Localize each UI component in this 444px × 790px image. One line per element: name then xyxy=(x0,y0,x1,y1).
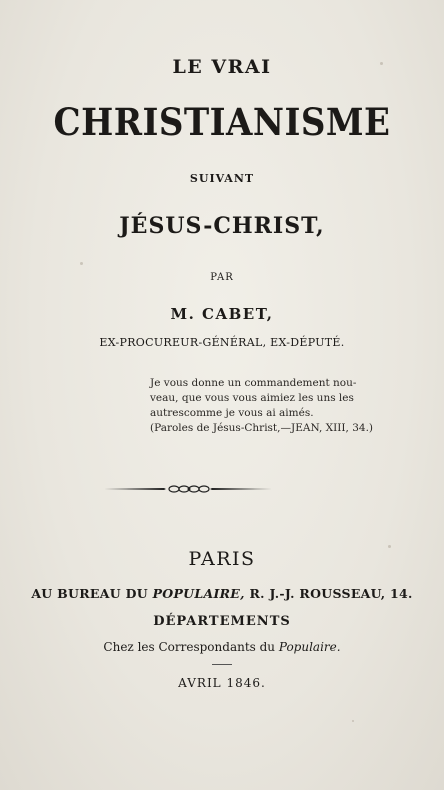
publisher-line xyxy=(0,586,444,601)
short-rule xyxy=(212,664,232,665)
publication-date: AVRIL 1846. xyxy=(178,676,266,690)
subtitle-jesus-christ: JÉSUS-CHRIST, xyxy=(119,213,325,239)
foxing-spot xyxy=(388,545,391,548)
author-name: M. CABET, xyxy=(170,305,274,323)
correspondants-journal: Populaire. xyxy=(278,640,341,654)
departements-label: DÉPARTEMENTS xyxy=(153,614,291,629)
correspondants-prefix: Chez les Correspondants du xyxy=(103,640,276,654)
author-titles: EX-PROCUREUR-GÉNÉRAL, EX-DÉPUTÉ. xyxy=(99,336,345,349)
correspondants-line xyxy=(0,640,444,654)
city: PARIS xyxy=(188,548,256,570)
foxing-spot xyxy=(80,262,83,265)
epigraph-line: autrescomme je vous ai aimés. xyxy=(150,407,314,419)
title-main: CHRISTIANISME xyxy=(53,100,391,144)
bureau-journal: POPULAIRE, xyxy=(152,586,245,601)
epigraph-line: veau, que vous vous aimiez les uns les xyxy=(150,392,354,404)
foxing-spot xyxy=(380,62,383,65)
epigraph-line: Je vous donne un commandement nou- xyxy=(150,377,357,389)
bureau-address: R. J.-J. ROUSSEAU, 14. xyxy=(249,586,413,601)
bureau-prefix: AU BUREAU DU xyxy=(31,586,148,601)
ornament-divider xyxy=(104,482,272,496)
subtitle-suivant: SUIVANT xyxy=(189,172,255,185)
epigraph xyxy=(150,376,380,436)
foxing-spot xyxy=(352,720,354,722)
title-line-1: LE VRAI xyxy=(172,56,272,78)
epigraph-citation: (Paroles de Jésus-Christ,—JEAN, XIII, 34.) xyxy=(150,422,374,434)
par-label: PAR xyxy=(210,272,234,283)
